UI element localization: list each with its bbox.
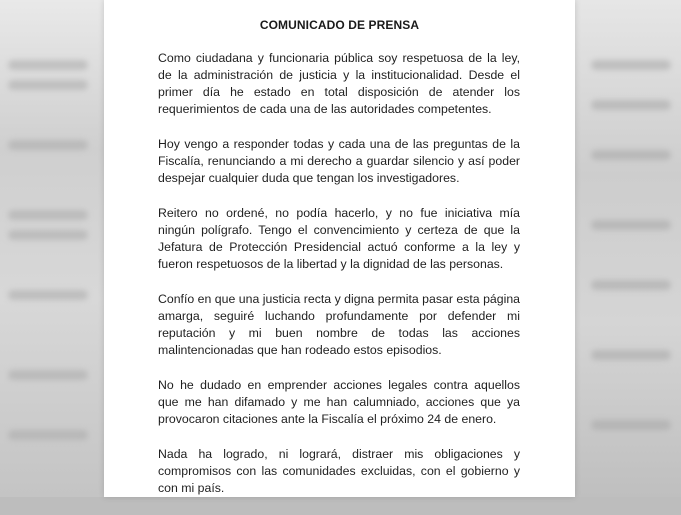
blur-smudge [591, 220, 671, 230]
document-title: COMUNICADO DE PRENSA [259, 18, 420, 32]
blur-smudge [8, 230, 88, 240]
paragraph-5: No he dudado en emprender acciones legales contra aquellos que me han difamado y me han calumniado, acciones que ya provocaron citaciones ante la Fiscalía el próximo 24 de enero. [158, 378, 520, 426]
blur-smudge [8, 140, 88, 150]
blur-smudge [8, 60, 88, 70]
blur-smudge [8, 370, 88, 380]
blur-smudge [591, 60, 671, 70]
blur-smudge [591, 350, 671, 360]
paragraph-1: Como ciudadana y funcionaria pública soy respetuosa de la ley, de la administración de justicia y la institucionalidad. Desde el primer día he estado en total disposición de atender los requerimientos de cada una de las autoridades competentes. [158, 51, 520, 116]
document-body [158, 50, 520, 515]
paragraph-2: Hoy vengo a responder todas y cada una de las preguntas de la Fiscalía, renunciando a mi derecho a guardar silencio y así poder despejar cualquier duda que tengan los investigadores. [158, 137, 520, 185]
paragraph-6: Nada ha logrado, ni logrará, distraer mis obligaciones y compromisos con las comunidades excluidas, con el gobierno y con mi país. [158, 447, 520, 495]
blur-smudge [8, 290, 88, 300]
paragraph-4: Confío en que una justicia recta y digna permita pasar esta página amarga, seguiré luchando profundamente por defender mi reputación y mi buen nombre de todas las acciones malintencionadas que han rodeado estos episodios. [158, 292, 520, 357]
paragraph-3: Reitero no ordené, no podía hacerlo, y no fue iniciativa mía ningún polígrafo. Tengo el convencimiento y certeza de que la Jefatura de Protección Presidencial actuó conforme a la ley y fueron respetuosos de la libertad y la dignidad de las personas. [158, 206, 520, 271]
blur-smudge [591, 150, 671, 160]
blur-smudge [8, 430, 88, 440]
blur-smudge [591, 420, 671, 430]
blur-smudge [591, 280, 671, 290]
blur-smudge [8, 80, 88, 90]
blur-smudge [591, 100, 671, 110]
blur-smudge [8, 210, 88, 220]
blurred-background-right [575, 0, 681, 497]
document-page [104, 0, 575, 497]
blurred-background-left [0, 0, 104, 497]
